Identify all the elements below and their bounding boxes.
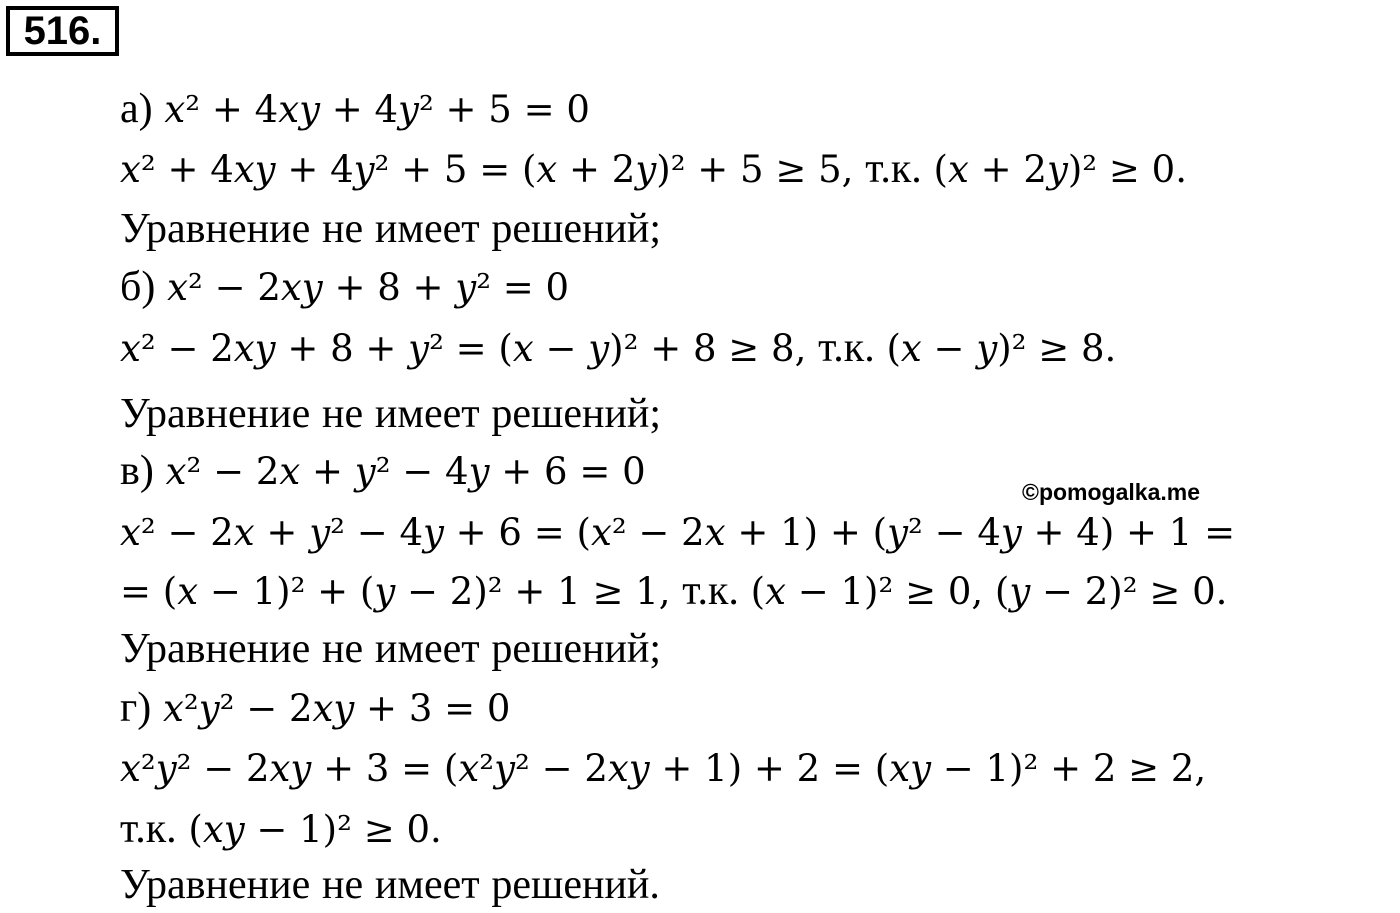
line-g-equation: г) x²y² − 2xy + 3 = 0 bbox=[120, 685, 511, 731]
line-b-conclusion: Уравнение не имеет решений; bbox=[120, 391, 662, 437]
line-g-conclusion: Уравнение не имеет решений. bbox=[120, 862, 660, 908]
line-v-continuation: = (x − 1)² + (y − 2)² + 1 ≥ 1, т.к. (x − 1)² ≥ 0, (y − 2)² ≥ 0. bbox=[120, 568, 1228, 614]
line-a-transformation: x² + 4xy + 4y² + 5 = (x + 2y)² + 5 ≥ 5, т.к. (x + 2y)² ≥ 0. bbox=[120, 146, 1187, 192]
watermark: ©pomogalka.me bbox=[1022, 479, 1200, 505]
line-g-condition: т.к. (xy − 1)² ≥ 0. bbox=[120, 806, 442, 852]
line-v-transformation: x² − 2x + y² − 4y + 6 = (x² − 2x + 1) + (y² − 4y + 4) + 1 = bbox=[120, 511, 1236, 554]
line-b-equation: б) x² − 2xy + 8 + y² = 0 bbox=[120, 264, 570, 310]
line-a-equation: а) x² + 4xy + 4y² + 5 = 0 bbox=[120, 86, 590, 132]
line-a-conclusion: Уравнение не имеет решений; bbox=[120, 206, 662, 252]
problem-number: 516. bbox=[6, 6, 119, 56]
line-v-conclusion: Уравнение не имеет решений; bbox=[120, 626, 662, 672]
line-v-equation: в) x² − 2x + y² − 4y + 6 = 0 bbox=[120, 448, 646, 494]
line-g-transformation: x²y² − 2xy + 3 = (x²y² − 2xy + 1) + 2 = (xy − 1)² + 2 ≥ 2, bbox=[120, 747, 1207, 790]
line-b-transformation: x² − 2xy + 8 + y² = (x − y)² + 8 ≥ 8, т.к. (x − y)² ≥ 8. bbox=[120, 325, 1117, 371]
